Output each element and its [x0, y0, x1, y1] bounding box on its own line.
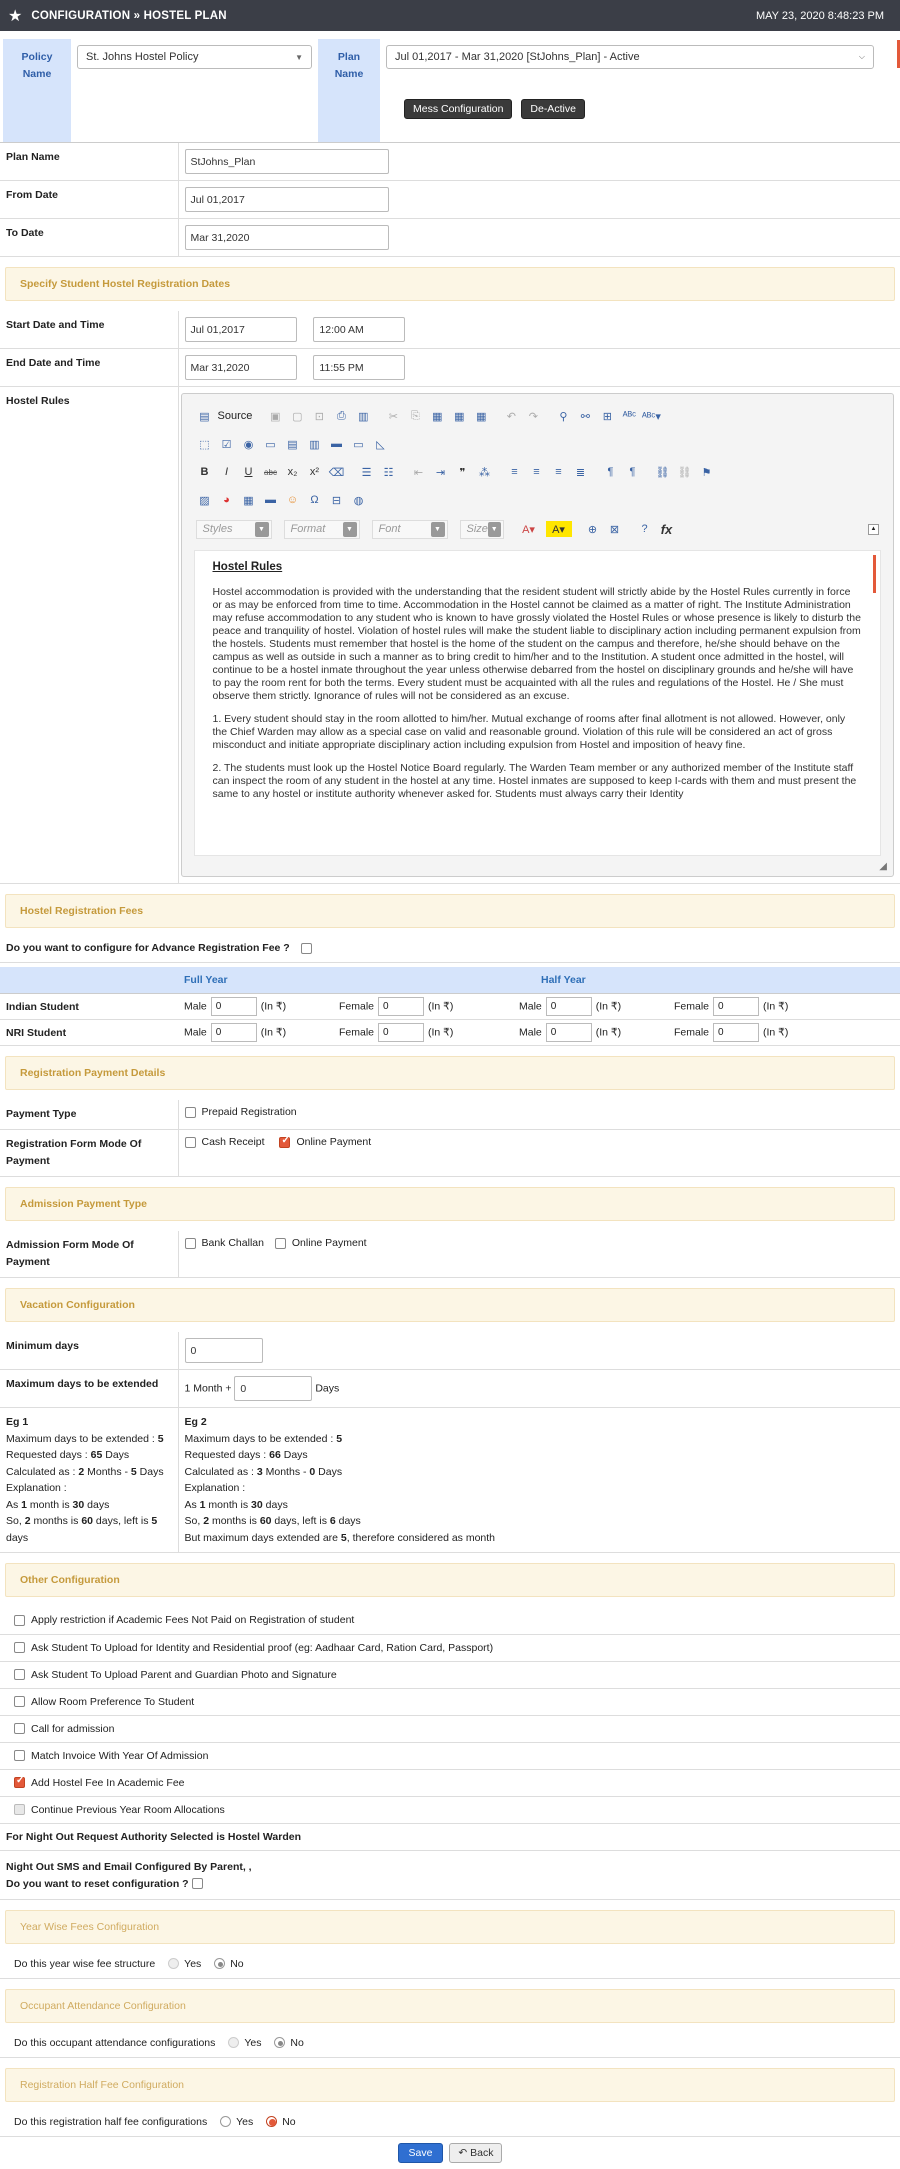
chevron-down-icon: ▼	[488, 522, 501, 537]
nri-student-label: NRI Student	[0, 1020, 178, 1046]
online-payment-checkbox[interactable]	[279, 1137, 290, 1148]
size-combo[interactable]: Size ▼	[460, 520, 504, 539]
flash-icon[interactable]: ◕	[223, 494, 230, 506]
to-date-input[interactable]: Mar 31,2020	[185, 225, 389, 250]
fee-input[interactable]: 0	[546, 1023, 592, 1042]
italic-icon[interactable]: I	[224, 466, 229, 478]
reset-block	[0, 1851, 900, 1900]
find-icon[interactable]: ⚲	[559, 410, 568, 423]
half-fee-row: Do this registration half fee configurations Yes No	[0, 2112, 900, 2137]
button-field-icon[interactable]: ▬	[331, 438, 342, 450]
collapse-toolbar-icon[interactable]: ▲	[868, 524, 879, 535]
admission-online-checkbox[interactable]	[275, 1238, 286, 1249]
paste-word-icon[interactable]: ▦	[476, 410, 487, 423]
to-date-label: To Date	[0, 219, 178, 257]
prepaid-label: Prepaid Registration	[201, 1106, 297, 1118]
config-checkbox[interactable]	[14, 1696, 25, 1707]
redo-icon[interactable]: ↷	[528, 410, 538, 423]
policy-label: Policy Name	[3, 39, 71, 142]
image-button-icon[interactable]: ▭	[353, 438, 364, 451]
resize-handle-icon[interactable]: ◢	[879, 861, 887, 872]
back-arrow-icon: ↶	[458, 2146, 471, 2159]
textfield-icon[interactable]: ▭	[265, 438, 276, 451]
other-config-list	[0, 1607, 900, 1851]
new-page-icon[interactable]: ▢	[292, 410, 303, 423]
select-all-icon[interactable]: ⊞	[602, 410, 612, 423]
help-icon[interactable]: ?	[641, 523, 648, 535]
plan-name-input[interactable]: StJohns_Plan	[185, 149, 389, 174]
policy-select[interactable]: St. Johns Hostel Policy ▼	[77, 45, 312, 69]
config-label: Add Hostel Fee In Academic Fee	[31, 1776, 185, 1789]
section-year-wise: Year Wise Fees Configuration	[5, 1910, 895, 1944]
section-admission-payment: Admission Payment Type	[5, 1187, 895, 1221]
justify-icon[interactable]: ≣	[575, 466, 586, 479]
config-checkbox[interactable]	[14, 1804, 25, 1815]
section-half-fee: Registration Half Fee Configuration	[5, 2068, 895, 2102]
chevron-down-icon: ▼	[431, 522, 445, 537]
indent-icon[interactable]: ⇥	[435, 466, 446, 479]
advance-fee-row	[0, 938, 900, 963]
paste-icon[interactable]: ▦	[432, 410, 443, 423]
fee-input[interactable]: 0	[378, 997, 424, 1016]
text-color-icon[interactable]: A▾	[522, 523, 535, 536]
textarea-icon[interactable]: ▤	[287, 438, 298, 451]
blockquote-icon[interactable]: ❞	[459, 466, 466, 479]
full-year-header: Full Year	[178, 967, 535, 994]
half-fee-no-radio[interactable]	[266, 2116, 277, 2127]
preview-icon[interactable]: ⊡	[314, 410, 324, 423]
source-icon[interactable]: ▤	[199, 410, 210, 423]
admission-mode-label: Admission Form Mode Of Payment	[0, 1231, 178, 1278]
deactive-button[interactable]: De-Active	[521, 99, 585, 119]
checkbox-icon[interactable]: ☑	[221, 438, 232, 451]
numbered-list-icon[interactable]: ☰	[361, 466, 372, 479]
div-icon[interactable]: ⁂	[479, 466, 490, 479]
link-icon[interactable]: ⛓	[655, 466, 670, 479]
mess-configuration-button[interactable]: Mess Configuration	[404, 99, 512, 119]
undo-icon[interactable]: ↶	[506, 410, 516, 423]
datetime: MAY 23, 2020 8:48:23 PM	[755, 9, 884, 22]
spellcheck-icon[interactable]: ᴬᴮᶜ	[622, 410, 637, 422]
config-label: Ask Student To Upload Parent and Guardian Photo and Signature	[31, 1668, 337, 1681]
rich-text-editor	[181, 393, 895, 877]
end-date-input[interactable]: Mar 31,2020	[185, 355, 297, 380]
fee-input[interactable]: 0	[546, 997, 592, 1016]
iframe-icon[interactable]: ◍	[353, 494, 364, 507]
chevron-down-icon: ⌵	[858, 52, 865, 61]
select-field-icon[interactable]: ▥	[309, 438, 320, 451]
source-button[interactable]: Source	[217, 410, 253, 422]
maximize-icon[interactable]: ⊕	[587, 523, 598, 536]
config-label: Match Invoice With Year Of Admission	[31, 1749, 209, 1762]
page-title: CONFIGURATION » HOSTEL PLAN	[31, 9, 227, 22]
config-checkbox[interactable]	[14, 1723, 25, 1734]
rules-paragraph: 1. Every student should stay in the room allotted to him/her. Mutual exchange of rooms after final allotment is not allowed. However, only the Chief Warden may allow as a special case on valid and reasonable ground. Violation of this rule will be considered an act of gross misconduct and initiate appropriate disciplinary action including expulsion from Hostel and imposition of heavy fine.	[212, 713, 846, 751]
fee-input[interactable]: 0	[211, 1023, 257, 1042]
plan-label: Plan Name	[318, 39, 380, 142]
editor-content[interactable]	[194, 550, 882, 856]
min-days-label: Minimum days	[0, 1332, 178, 1370]
rules-paragraph: 2. The students must look up the Hostel Notice Board regularly. The Warden Team member or any authorized member of the Institute staff can inspect the room of any student in the hostel at any time. Hostel inmates are supposed to keep I-cards with them and must present the same to any hostel or institute authority whenever asked for. Students must always carry their Identity	[212, 762, 857, 800]
ltr-icon[interactable]: ¶	[607, 466, 614, 478]
from-date-input[interactable]: Jul 01,2017	[185, 187, 389, 212]
config-label: Call for admission	[31, 1722, 115, 1735]
font-combo[interactable]: Font ▼	[372, 520, 448, 539]
section-registration-dates: Specify Student Hostel Registration Dates	[5, 267, 895, 301]
config-label: Allow Room Preference To Student	[31, 1695, 195, 1708]
chevron-down-icon: ▼	[343, 522, 357, 537]
prepaid-checkbox[interactable]	[185, 1107, 196, 1118]
hostel-rules-label: Hostel Rules	[0, 387, 178, 884]
reg-dates-table	[0, 311, 900, 884]
year-wise-no-radio[interactable]	[214, 1958, 225, 1969]
reg-mode-label: Registration Form Mode Of Payment	[0, 1130, 178, 1177]
config-label: Ask Student To Upload for Identity and Residential proof (eg: Aadhaar Card, Ration Card, Passport)	[31, 1641, 494, 1654]
config-checkbox[interactable]	[14, 1750, 25, 1761]
styles-combo[interactable]: Styles ▼	[196, 520, 272, 539]
strike-icon[interactable]: abc	[264, 467, 277, 477]
config-checkbox[interactable]	[14, 1669, 25, 1680]
attendance-no-radio[interactable]	[274, 2037, 285, 2048]
spellcheck-dropdown-icon[interactable]: ᴬᴮᶜ▾	[641, 410, 661, 423]
year-wise-row: Do this year wise fee structure Yes No	[0, 1954, 900, 1979]
unlink-icon[interactable]: ⛓	[677, 466, 692, 479]
start-date-label: Start Date and Time	[0, 311, 178, 349]
section-payment-details: Registration Payment Details	[5, 1056, 895, 1090]
horizontal-rule-icon[interactable]: ▬	[265, 494, 276, 506]
radio-icon[interactable]: ◉	[243, 438, 254, 451]
fee-input[interactable]: 0	[713, 997, 759, 1016]
underline-icon[interactable]: U	[244, 466, 253, 478]
page-break-icon[interactable]: ⊟	[331, 494, 342, 507]
hidden-field-icon[interactable]: ◺	[376, 438, 385, 451]
vacation-examples	[0, 1408, 900, 1553]
bank-challan-checkbox[interactable]	[185, 1238, 196, 1249]
star-icon[interactable]: ★	[8, 7, 23, 25]
copy-icon[interactable]: ⎘	[410, 409, 420, 422]
reset-checkbox[interactable]	[192, 1878, 203, 1889]
section-registration-fees: Hostel Registration Fees	[5, 894, 895, 928]
config-label: Apply restriction if Academic Fees Not Paid on Registration of student	[31, 1614, 355, 1627]
advance-fee-checkbox[interactable]	[301, 943, 312, 954]
scrollbar[interactable]	[873, 555, 876, 593]
example-2: Eg 2 Maximum days to be extended : 5 Requested days : 66 Days Calculated as : 3 Months - 0 Days Explanation : As 1 month is 30 days So, 2 months is 60 days, left is 6 days But maximum days extended are 5, therefore considered as month	[184, 1416, 496, 1544]
cash-receipt-checkbox[interactable]	[185, 1137, 196, 1148]
align-right-icon[interactable]: ≡	[555, 466, 562, 478]
section-other-config: Other Configuration	[5, 1563, 895, 1597]
rules-heading: Hostel Rules	[212, 561, 283, 573]
replace-icon[interactable]: ⚯	[580, 410, 590, 423]
reset-question: Do you want to reset configuration ?	[6, 1877, 189, 1890]
payment-table: Payment Type Prepaid Registration Registration Form Mode Of Payment Cash Receipt ✓ Online Payment	[0, 1100, 900, 1177]
align-left-icon[interactable]: ≡	[511, 466, 518, 478]
image-icon[interactable]: ▨	[199, 494, 210, 507]
align-center-icon[interactable]: ≡	[533, 466, 540, 478]
min-days-input[interactable]: 0	[185, 1338, 263, 1363]
half-fee-yes-radio[interactable]	[220, 2116, 231, 2127]
chevron-down-icon: ▼	[295, 52, 303, 62]
max-days-label: Maximum days to be extended	[0, 1370, 178, 1408]
from-date-label: From Date	[0, 181, 178, 219]
advance-fee-question: Do you want to configure for Advance Registration Fee ?	[6, 942, 290, 954]
night-out-authority: For Night Out Request Authority Selected is Hostel Warden	[0, 1823, 900, 1850]
plan-table	[0, 143, 900, 257]
footer-buttons	[0, 2137, 900, 2169]
plan-select[interactable]: Jul 01,2017 - Mar 31,2020 [StJohns_Plan] - Active ⌵	[386, 45, 874, 69]
fee-input[interactable]: 0	[211, 997, 257, 1016]
end-date-label: End Date and Time	[0, 349, 178, 387]
max-days-input[interactable]: 0	[234, 1376, 312, 1401]
bg-color-icon[interactable]: A▾	[546, 521, 572, 537]
config-checkbox[interactable]	[14, 1777, 25, 1788]
save-button[interactable]: Save	[398, 2143, 444, 2163]
formula-icon[interactable]: fx	[660, 521, 673, 537]
anchor-icon[interactable]: ⚑	[701, 466, 712, 479]
save-icon[interactable]: ▣	[270, 410, 281, 423]
templates-icon[interactable]: ▥	[358, 410, 369, 423]
subscript-icon[interactable]: x₂	[287, 466, 298, 478]
selector-row	[0, 39, 900, 143]
admission-table: Admission Form Mode Of Payment Bank Challan Online Payment	[0, 1231, 900, 1278]
top-bar	[0, 0, 900, 31]
cut-icon[interactable]: ✂	[388, 410, 398, 423]
show-blocks-icon[interactable]: ⊠	[609, 523, 620, 536]
form-icon[interactable]: ⬚	[199, 438, 210, 451]
year-wise-yes-radio[interactable]	[168, 1958, 179, 1969]
format-combo[interactable]: Format ▼	[284, 520, 360, 539]
night-out-sms: Night Out SMS and Email Configured By Parent, ,	[6, 1860, 252, 1873]
outdent-icon[interactable]: ⇤	[413, 466, 424, 479]
end-time-input[interactable]: 11:55 PM	[313, 355, 405, 380]
example-1: Eg 1 Maximum days to be extended : 5 Requested days : 65 Days Calculated as : 2 Months - 5 Days Explanation : As 1 month is 30 days So, 2 months is 60 days, left is 5 days	[0, 1408, 178, 1553]
vacation-table: Minimum days 0 Maximum days to be extended 1 Month + 0 Days	[0, 1332, 900, 1408]
payment-type-label: Payment Type	[0, 1100, 178, 1130]
fees-rows: Indian Student Male 0 (In ₹) Female 0 (In ₹) Male 0 (In ₹) Female 0 (In ₹) NRI Student Male 0 (In ₹) Female 0 (In ₹) Male 0 (In ₹) Female 0 (In ₹)	[0, 994, 900, 1046]
config-checkbox[interactable]	[14, 1642, 25, 1653]
start-date-input[interactable]: Jul 01,2017	[185, 317, 297, 342]
section-attendance: Occupant Attendance Configuration	[5, 1989, 895, 2023]
attendance-yes-radio[interactable]	[228, 2037, 239, 2048]
special-char-icon[interactable]: Ω	[310, 494, 319, 506]
print-icon[interactable]: ⎙	[336, 409, 346, 422]
fee-input[interactable]: 0	[378, 1023, 424, 1042]
config-label: Continue Previous Year Room Allocations	[31, 1803, 225, 1816]
bullet-list-icon[interactable]: ☷	[383, 466, 394, 479]
indian-student-label: Indian Student	[0, 994, 178, 1020]
config-checkbox[interactable]	[14, 1615, 25, 1626]
chevron-down-icon: ▼	[255, 522, 269, 537]
paste-text-icon[interactable]: ▦	[454, 410, 465, 423]
remove-format-icon[interactable]: ⌫	[328, 466, 345, 479]
attendance-row: Do this occupant attendance configurations Yes No	[0, 2033, 900, 2058]
half-year-header: Half Year	[535, 967, 900, 994]
smiley-icon[interactable]: ☺	[286, 494, 299, 506]
fees-table	[0, 967, 900, 994]
fee-input[interactable]: 0	[713, 1023, 759, 1042]
superscript-icon[interactable]: x²	[309, 466, 320, 478]
start-time-input[interactable]: 12:00 AM	[313, 317, 405, 342]
table-icon[interactable]: ▦	[243, 494, 254, 507]
back-button[interactable]: ↶ Back	[449, 2143, 502, 2163]
plan-name-label: Plan Name	[0, 143, 178, 181]
rtl-icon[interactable]: ¶	[629, 466, 636, 478]
rules-paragraph: Hostel accommodation is provided with the understanding that the resident student will strictly abide by the Hostel Rules currently in force or as may be enforced from time to time. Accommodation in the Hostel cannot be claimed as a matter of right. The Institute Administration may refuse accommodation to any student who is known to have grossly violated the Hostel Rules or whose presence is likely to disturb the peace and tranquility of hostel. Violation of hostel rules will make the student liable to disciplinary action including permanent expulsion from the hostels. Students must remember that hostel is the home of the student on the campus and therefore, he/she should behave on the campus as well as outside in such a manner as to bring credit to him/her and to the Institution. A student once admitted in the hostel, will continue to be a hostel inmate throughout the year unless otherwise debarred from the hostel on disciplinary grounds and he/she will have to pay the room rent for both the terms. Every student must be acquainted with all the rules and regulations of the Hostel. He / She must observe them strictly. Ignorance of rules will not be considered as an excuse.	[212, 586, 861, 702]
section-vacation: Vacation Configuration	[5, 1288, 895, 1322]
bold-icon[interactable]: B	[200, 466, 209, 478]
